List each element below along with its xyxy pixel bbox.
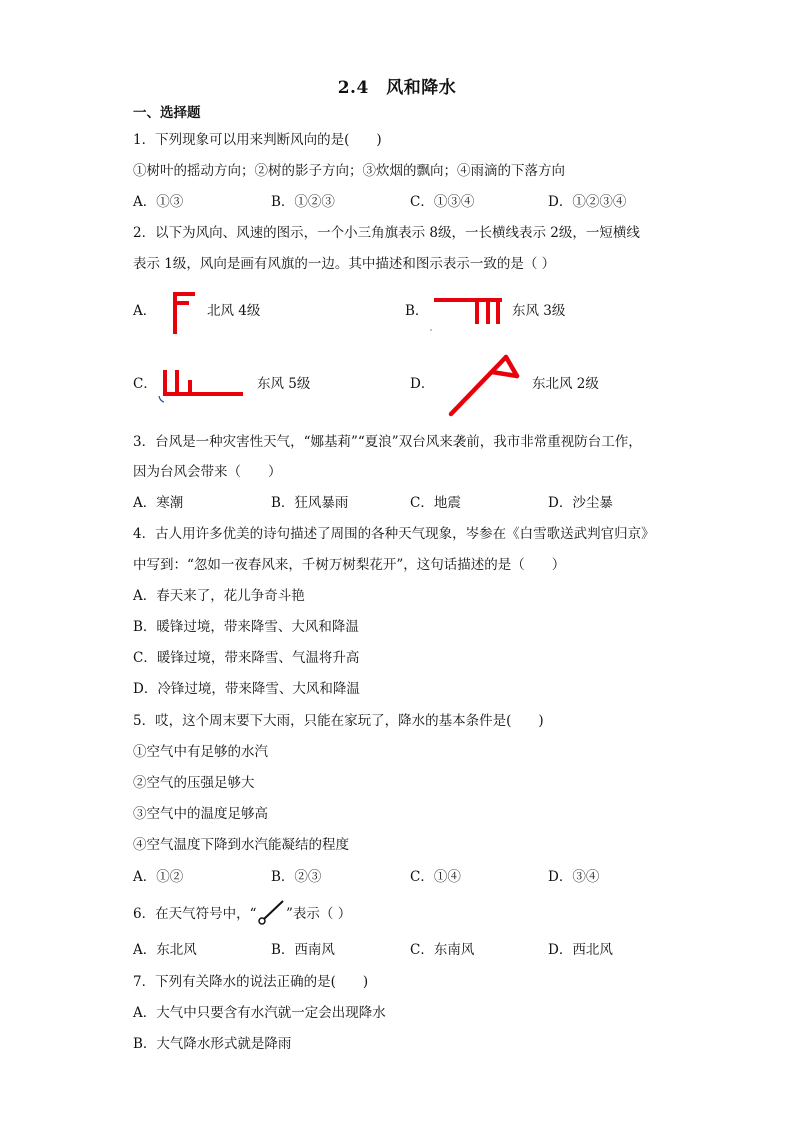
q3-option-c: C．地震 [410,495,461,511]
q1-statements: ①树叶的摇动方向；②树的影子方向；③炊烟的飘向；④雨滴的下落方向 [133,163,565,179]
q5-condition-3: ③空气中的温度足够高 [133,806,268,822]
q5-option-a: A．①② [133,869,184,885]
q2-option-d-letter: D． [410,376,435,392]
q1-stem: 1．下列现象可以用来判断风向的是( ) [133,132,382,148]
q7-option-a: A．大气中只要含有水汽就一定会出现降水 [133,1005,386,1021]
q6-stem-b: ”表示（ ） [286,906,352,922]
q2-stem-line2: 表示 1级，风向是画有风旗的一边。其中描述和图示表示一致的是（ ） [133,256,556,272]
q6-option-d: D．西北风 [548,942,613,958]
q3-option-d: D．沙尘暴 [548,495,613,511]
q2-option-d-text: 东北风 2级 [532,376,599,392]
wind-symbol-b-icon [430,294,506,334]
section-heading: 一、选择题 [133,105,201,121]
q2-option-a-letter: A． [133,303,157,319]
wind-symbol-d-icon [448,352,526,418]
q1-option-b: B．①②③ [271,194,335,210]
q5-condition-4: ④空气温度下降到水汽能凝结的程度 [133,837,349,853]
q5-option-d: D．③④ [548,869,600,885]
q6-option-a: A．东北风 [133,942,197,958]
q3-option-a: A．寒潮 [133,495,184,511]
q1-option-a: A．①③ [133,194,184,210]
q3-stem-line1: 3．台风是一种灾害性天气，“娜基莉”“夏浪”双台风来袭前，我市非常重视防台工作， [133,434,642,450]
q4-option-c: C．暖锋过境，带来降雪、气温将升高 [133,650,360,666]
q3-stem-line2: 因为台风会带来（ ） [133,464,282,480]
q5-stem: 5．哎，这个周末要下大雨，只能在家玩了，降水的基本条件是( ) [133,713,544,729]
q2-option-c-text: 东风 5级 [257,376,311,392]
q6-option-b: B．西南风 [271,942,335,958]
q1-option-c: C．①③④ [410,194,475,210]
q3-option-b: B．狂风暴雨 [271,495,349,511]
q7-option-b: B．大气降水形式就是降雨 [133,1036,292,1052]
q4-stem-line1: 4．古人用许多优美的诗句描述了周围的各种天气现象，岑参在《白雪歌送武判官归京》 [133,526,655,542]
wind-symbol-a-icon [168,292,198,336]
page-title: 2.4 风和降水 [337,78,457,98]
q4-stem-line2: 中写到：“忽如一夜春风来，千树万树梨花开”，这句话描述的是（ ） [133,557,566,573]
q6-stem-a: 6．在天气符号中，“ [133,906,257,922]
q4-option-d: D．冷锋过境，带来降雪、大风和降温 [133,681,360,697]
q5-condition-2: ②空气的压强足够大 [133,775,255,791]
q7-stem: 7．下列有关降水的说法正确的是( ) [133,974,369,990]
q5-option-b: B．②③ [271,869,322,885]
q6-option-c: C．东南风 [410,942,475,958]
q1-option-d: D．①②③④ [548,194,627,210]
q2-option-b-text: 东风 3级 [512,303,566,319]
q5-option-c: C．①④ [410,869,461,885]
q2-stem-line1: 2．以下为风向、风速的图示，一个小三角旗表示 8级，一长横线表示 2级，一短横线 [133,225,640,241]
q2-option-a-text: 北风 4级 [207,303,261,319]
wind-symbol-q6-icon [256,898,286,926]
q4-option-b: B．暖锋过境，带来降雪、大风和降温 [133,619,359,635]
q2-option-b-letter: B． [405,303,429,319]
wind-symbol-c-icon [155,364,247,406]
q2-option-c-letter: C． [133,376,157,392]
q4-option-a: A．春天来了，花儿争奇斗艳 [133,588,305,604]
q5-condition-1: ①空气中有足够的水汽 [133,744,268,760]
